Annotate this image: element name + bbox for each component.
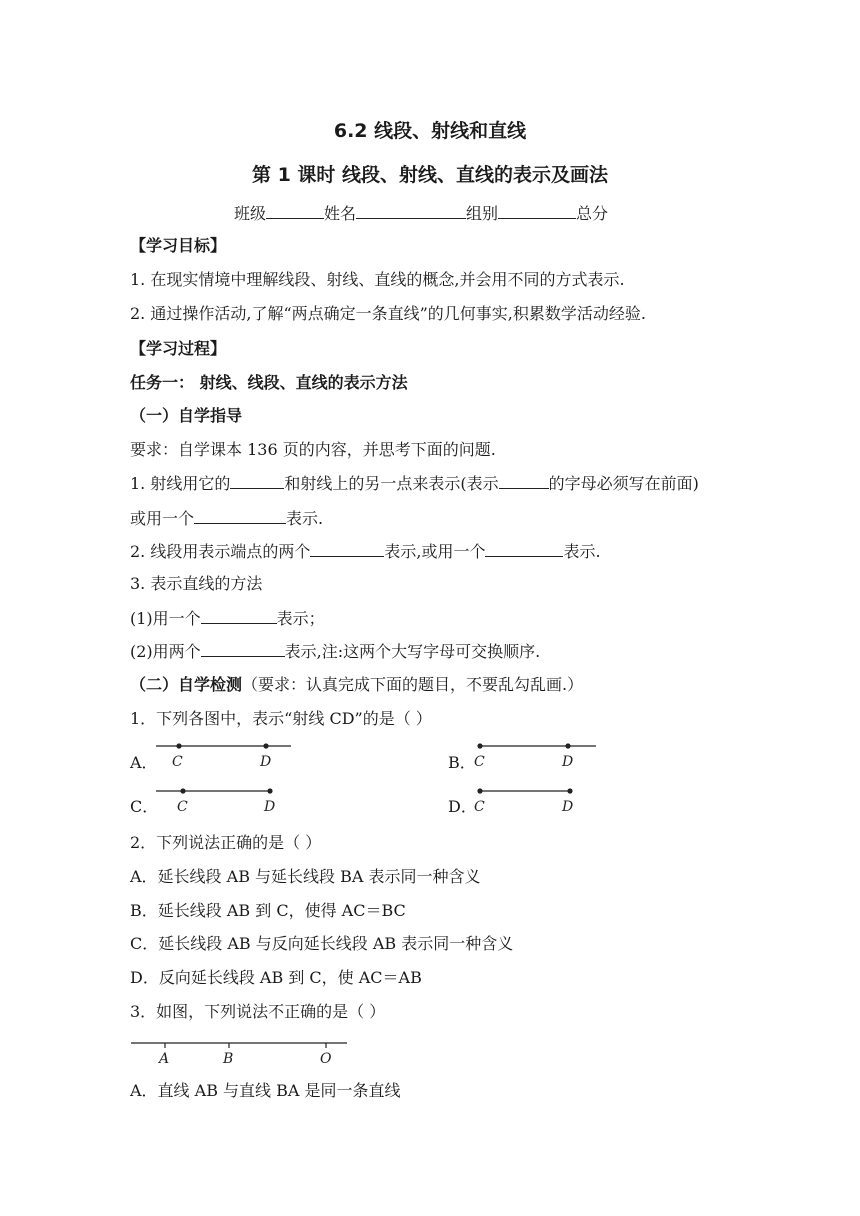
test-question-2: 2．下列说法正确的是（ ） [130, 833, 322, 852]
point-c [180, 788, 185, 793]
part2-requirement: （要求：认真完成下面的题目，不要乱勾乱画.） [242, 675, 584, 694]
label-d: D [264, 799, 276, 815]
q1-blank-3[interactable] [194, 507, 286, 524]
q3a-text-b: 表示； [276, 609, 325, 628]
q2-blank-1[interactable] [310, 540, 384, 557]
point-d [565, 743, 570, 748]
process-heading: 【学习过程】 [130, 339, 227, 358]
question-3b [130, 640, 540, 663]
figure-question-3 [128, 1036, 353, 1074]
part2-title: （二）自学检测 [130, 675, 243, 694]
class-label: 班级 [234, 204, 267, 223]
group-label: 组别 [466, 204, 499, 223]
t2-option-d[interactable]: D．反向延长线段 AB 到 C，使 AC＝AB [130, 968, 422, 987]
lesson-subtitle: 第 1 课时 线段、射线、直线的表示及画法 [251, 164, 609, 186]
question-3a [130, 607, 325, 630]
student-info-row [234, 202, 608, 225]
q3b-text-a: (2)用两个 [130, 642, 201, 661]
goals-heading: 【学习目标】 [130, 236, 227, 255]
page-title: 6.2 线段、射线和直线 [333, 120, 527, 142]
goal-2: 2. 通过操作活动,了解“两点确定一条直线”的几何事实,积累数学活动经验. [130, 304, 646, 323]
figure-option-d [472, 781, 582, 821]
label-o: O [320, 1051, 332, 1067]
name-blank[interactable] [356, 202, 466, 219]
q1-text-e: 表示. [286, 509, 324, 528]
q3b-blank[interactable] [201, 640, 285, 657]
point-d [267, 788, 272, 793]
q3b-text-b: 表示,注:这两个大写字母可交换顺序. [284, 642, 541, 661]
question-1-line1 [130, 472, 699, 495]
q2-blank-2[interactable] [485, 540, 563, 557]
q1-text-c: 的字母必须写在前面) [548, 474, 699, 493]
t1-option-d-label[interactable]: D． [448, 797, 477, 816]
q3a-blank[interactable] [201, 607, 277, 624]
class-blank[interactable] [266, 202, 324, 219]
t2-option-a[interactable]: A．延长线段 AB 与延长线段 BA 表示同一种含义 [130, 867, 481, 886]
q1-text-b: 和射线上的另一点来表示(表示 [284, 474, 499, 493]
label-b: B [223, 1051, 234, 1067]
point-c [477, 788, 482, 793]
point-d [263, 743, 268, 748]
q2-text-a: 2. 线段用表示端点的两个 [130, 542, 311, 561]
test-question-1: 1．下列各图中，表示“射线 CD”的是（ ） [130, 709, 432, 728]
q1-text-a: 1. 射线用它的 [130, 474, 231, 493]
q2-text-b: 表示,或用一个 [384, 542, 486, 561]
part1-heading: （一）自学指导 [130, 406, 243, 425]
score-label: 总分 [576, 204, 609, 223]
label-d: D [260, 754, 272, 770]
q3a-text-a: (1)用一个 [130, 609, 201, 628]
label-c: C [177, 799, 188, 815]
q2-text-c: 表示. [563, 542, 601, 561]
goal-1: 1. 在现实情境中理解线段、射线、直线的概念,并会用不同的方式表示. [130, 270, 625, 289]
point-c [176, 743, 181, 748]
label-d: D [562, 754, 574, 770]
point-c [477, 743, 482, 748]
q1-text-d: 或用一个 [130, 509, 195, 528]
point-d [567, 788, 572, 793]
t2-option-c[interactable]: C．延长线段 AB 与反向延长线段 AB 表示同一种含义 [130, 934, 514, 953]
label-d: D [562, 799, 574, 815]
label-c: C [474, 799, 485, 815]
t1-option-b-label[interactable]: B． [448, 753, 476, 772]
t1-option-c-label[interactable]: C． [130, 797, 159, 816]
question-2 [130, 540, 601, 563]
q1-blank-1[interactable] [230, 472, 284, 489]
question-3: 3. 表示直线的方法 [130, 574, 263, 593]
label-c: C [474, 754, 485, 770]
t2-option-b[interactable]: B．延长线段 AB 到 C，使得 AC＝BC [130, 901, 406, 920]
requirement: 要求：自学课本 136 页的内容，并思考下面的问题. [130, 440, 496, 459]
label-a: A [159, 1051, 170, 1067]
test-question-3: 3．如图，下列说法不正确的是（ ） [130, 1002, 386, 1021]
figure-option-a [150, 736, 300, 776]
figure-option-b [472, 736, 602, 776]
label-c: C [172, 754, 183, 770]
question-1-line2 [130, 507, 323, 530]
q1-blank-2[interactable] [499, 472, 549, 489]
part2-heading [130, 674, 583, 696]
t1-option-a-label[interactable]: A． [130, 753, 158, 772]
group-blank[interactable] [498, 202, 576, 219]
name-label: 姓名 [324, 204, 357, 223]
task1-heading: 任务一： 射线、线段、直线的表示方法 [130, 373, 408, 392]
t3-option-a[interactable]: A．直线 AB 与直线 BA 是同一条直线 [130, 1081, 401, 1100]
figure-option-c [150, 781, 285, 821]
